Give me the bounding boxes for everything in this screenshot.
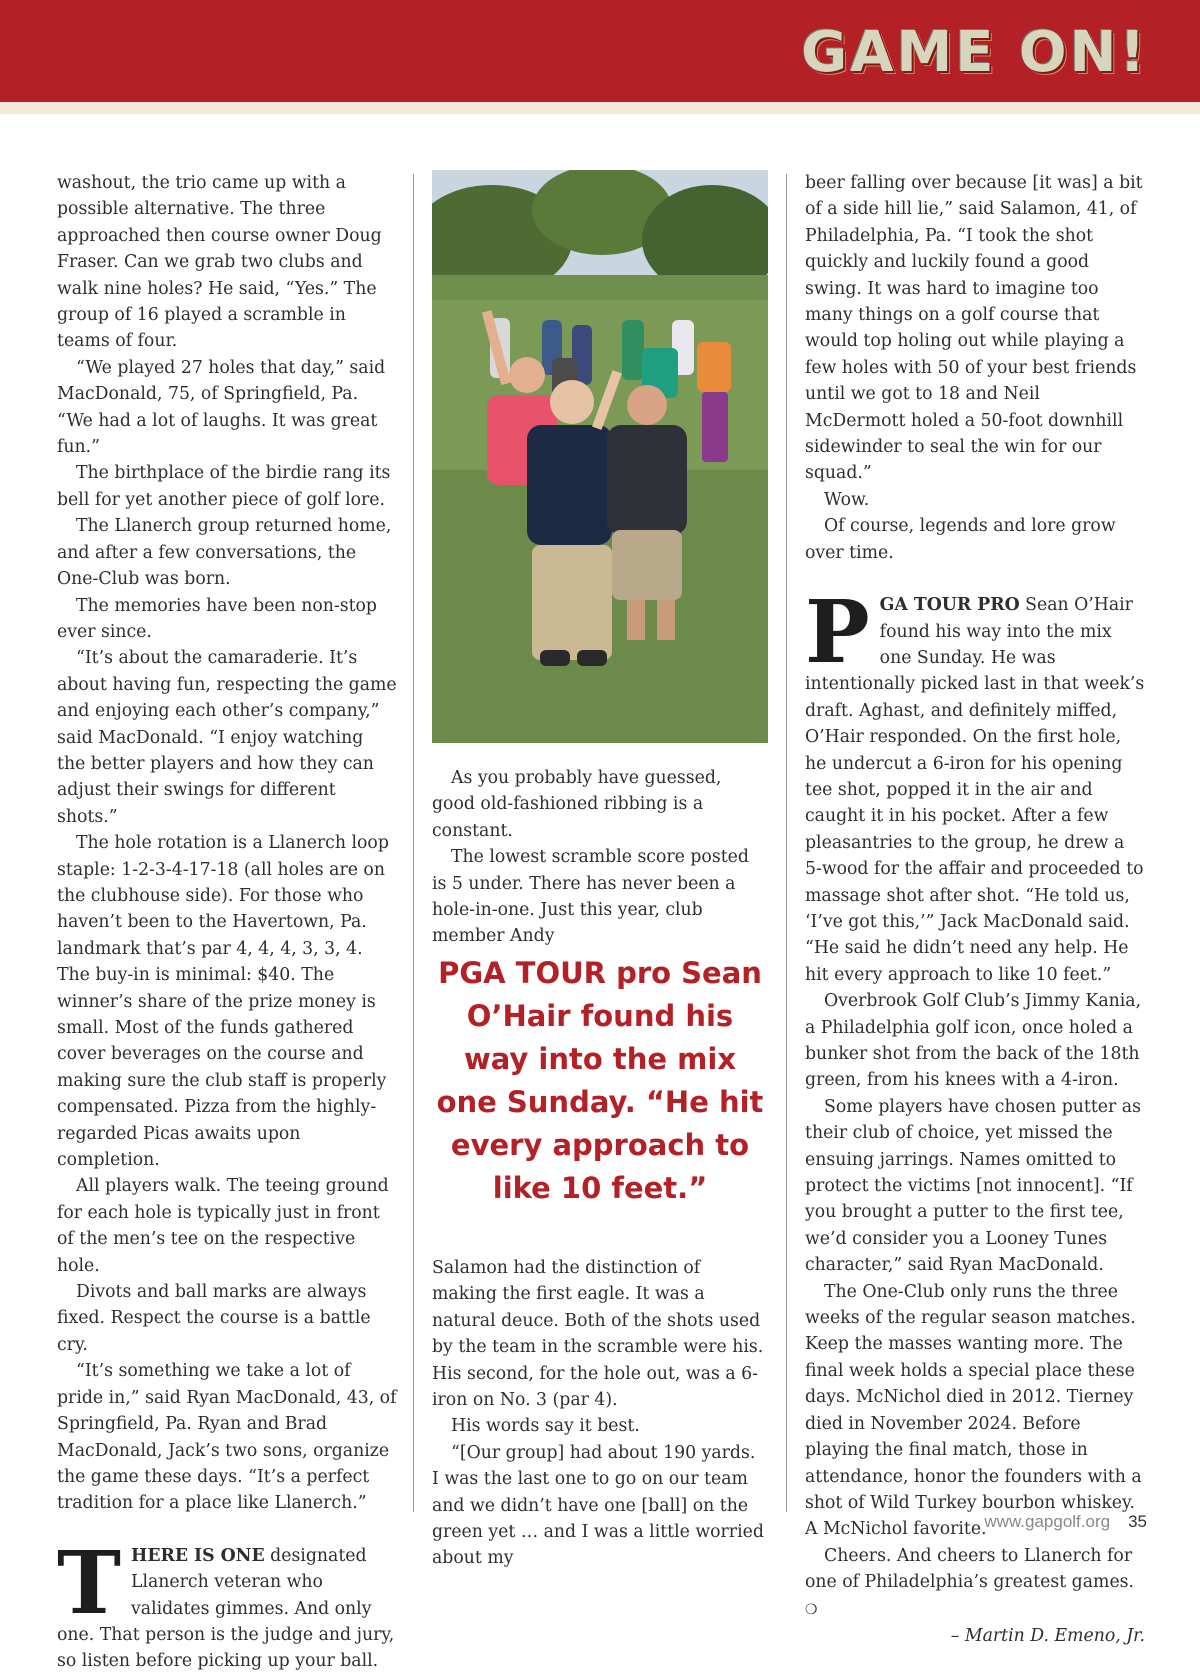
page-number: 35 <box>1128 1512 1147 1531</box>
right-paragraph-1: beer falling over because [it was] a bit of a side hill lie,” said Salamon, 41, of Philadelphia, Pa. “I took the shot quickly and luckily found a good swing. It was hard to imagine too many things on a golf course that would top holing out while playing a few holes with 50 of your best friends until we got to 18 and Neil McDermott holed a 50-foot downhill sidewinder to seal the win for our squad.” <box>805 173 1143 484</box>
left-column <box>57 170 397 1675</box>
middle-paragraph-1: As you probably have guessed, good old-fashioned ribbing is a constant. <box>432 768 722 841</box>
left-paragraph-1: washout, the trio came up with a possible alternative. The three approached then course owner Doug Fraser. Can we grab two clubs and walk nine holes? He said, “Yes.” The group of 16 played a scramble in teams of four. <box>57 173 382 352</box>
right-paragraph-6: The One-Club only runs the three weeks of the regular season matches. Keep the masses wanting more. The final week holds a special place these days. McNichol died in 2012. Tierney died in November 2024. Before playing the final match, those in attendance, honor the founders with a shot of Wild Turkey bourbon whiskey. A McNichol favorite. <box>805 1281 1142 1540</box>
closing-text: Cheers. And cheers to Llanerch for one of Philadelphia’s greatest games. <box>805 1545 1135 1593</box>
right-dropcap-paragraph <box>805 582 1145 988</box>
right-paragraph-7 <box>805 1543 1145 1623</box>
left-paragraph-10: “It’s something we take a lot of pride in,” said Ryan MacDonald, 43, of Springfield, Pa. Ryan and Brad MacDonald, Jack’s two sons, organize the game these days. “It’s a perfect tradition for a place like Llanerch.” <box>57 1361 397 1514</box>
left-paragraph-4: The Llanerch group returned home, and after a few conversations, the One-Club was born. <box>57 516 392 590</box>
left-dropcap-paragraph <box>57 1532 397 1675</box>
golfers-photo <box>432 170 768 743</box>
dropcap-lead: HERE IS ONE <box>131 1545 265 1566</box>
middle-column-top <box>432 765 767 950</box>
right-paragraph-2: Wow. <box>824 489 870 510</box>
right-paragraph-5: Some players have chosen putter as their club of choice, yet missed the ensuing jarrings. Names omitted to protect the victims [not innocent]. “If you brought a putter to the first tee, we’d consider you a Looney Tunes character,” said Ryan MacDonald. <box>805 1096 1141 1276</box>
right-paragraph-4: Overbrook Golf Club’s Jimmy Kania, a Philadelphia golf icon, once holed a bunker shot from the back of the 18th green, from his knees with a 4-iron. <box>805 991 1142 1091</box>
middle-paragraph-5: “[Our group] had about 190 yards. I was the last one to go on our team and we didn’t have one [ball] on the green yet … and I was a little worried about my <box>432 1442 764 1569</box>
dropcap-rest: designated Llanerch veteran who validates gimmes. And only one. That person is the judge and jury, so listen before picking up your ball. <box>57 1545 395 1672</box>
left-paragraph-6: “It’s about the camaraderie. It’s about having fun, respecting the game and enjoying each other’s company,” said MacDonald. “I enjoy watching the better players and how they can adjust their swings for different shots.” <box>57 648 397 827</box>
footer <box>984 1512 1147 1532</box>
right-paragraph-3: Of course, legends and lore grow over time. <box>805 516 1116 563</box>
dropcap-rest-right: Sean O’Hair found his way into the mix one Sunday. He was intentionally picked last in that week’s draft. Aghast, and definitely miffed, O’Hair responded. On the first hole, he undercut a 6-iron for his opening tee shot, popped it in the air and caught it in his pocket. After a few pleasantries to the group, he drew a 5-wood for the affair and proceeded to massage shot after shot. “He told us, ‘I’ve got this,’” Jack MacDonald said. “He said he didn’t need any help. He hit every approach to like 10 feet.” <box>805 595 1145 985</box>
column-divider-right <box>786 174 787 1512</box>
left-paragraph-8: All players walk. The teeing ground for each hole is typically just in front of the men’s tee on the respective hole. <box>57 1176 389 1276</box>
middle-paragraph-2: The lowest scramble score posted is 5 under. There has never been a hole-in-one. Just this year, club member Andy <box>432 847 749 947</box>
dropcap-letter-right: P <box>805 582 870 684</box>
column-divider-left <box>413 174 414 1512</box>
section-title: GAME ON! <box>801 20 1148 85</box>
header-rule <box>0 102 1200 114</box>
left-paragraph-9: Divots and ball marks are always fixed. Respect the course is a battle cry. <box>57 1282 371 1355</box>
middle-paragraph-4: His words say it best. <box>451 1416 640 1437</box>
middle-paragraph-3: Salamon had the distinction of making the first eagle. It was a natural deuce. Both of the shots used by the team in the scramble were his. His second, for the hole out, was a 6-iron on No. 3 (par 4). <box>432 1258 764 1411</box>
middle-column-bottom <box>432 1255 767 1572</box>
footer-website[interactable]: www.gapgolf.org <box>984 1512 1111 1531</box>
dropcap-lead-right: GA TOUR PRO <box>879 595 1020 616</box>
left-paragraph-7: The hole rotation is a Llanerch loop staple: 1-2-3-4-17-18 (all holes are on the clubhouse side). For those who haven’t been to the Havertown, Pa. landmark that’s par 4, 4, 4, 3, 3, 4. The buy-in is minimal: $40. The winner’s share of the prize money is small. Most of the funds gathered cover beverages on the course and making sure the club staff is properly compensated. Pizza from the highly-regarded Picas awaits upon completion. <box>57 833 389 1171</box>
right-column <box>805 170 1145 1649</box>
pull-quote: PGA TOUR pro Sean O’Hair found his way into the mix one Sunday. “He hit every approach to like 10 feet.” <box>436 956 764 1205</box>
left-paragraph-2: “We played 27 holes that day,” said MacDonald, 75, of Springfield, Pa. “We had a lot of laughs. It was great fun.” <box>57 357 386 458</box>
left-paragraph-5: The memories have been non-stop ever since. <box>57 595 377 642</box>
left-paragraph-3: The birthplace of the birdie rang its bell for yet another piece of golf lore. <box>57 463 391 510</box>
dropcap-letter: T <box>57 1532 121 1634</box>
byline: – Martin D. Emeno, Jr. <box>950 1625 1145 1646</box>
end-mark-icon: ❍ <box>805 1601 818 1618</box>
